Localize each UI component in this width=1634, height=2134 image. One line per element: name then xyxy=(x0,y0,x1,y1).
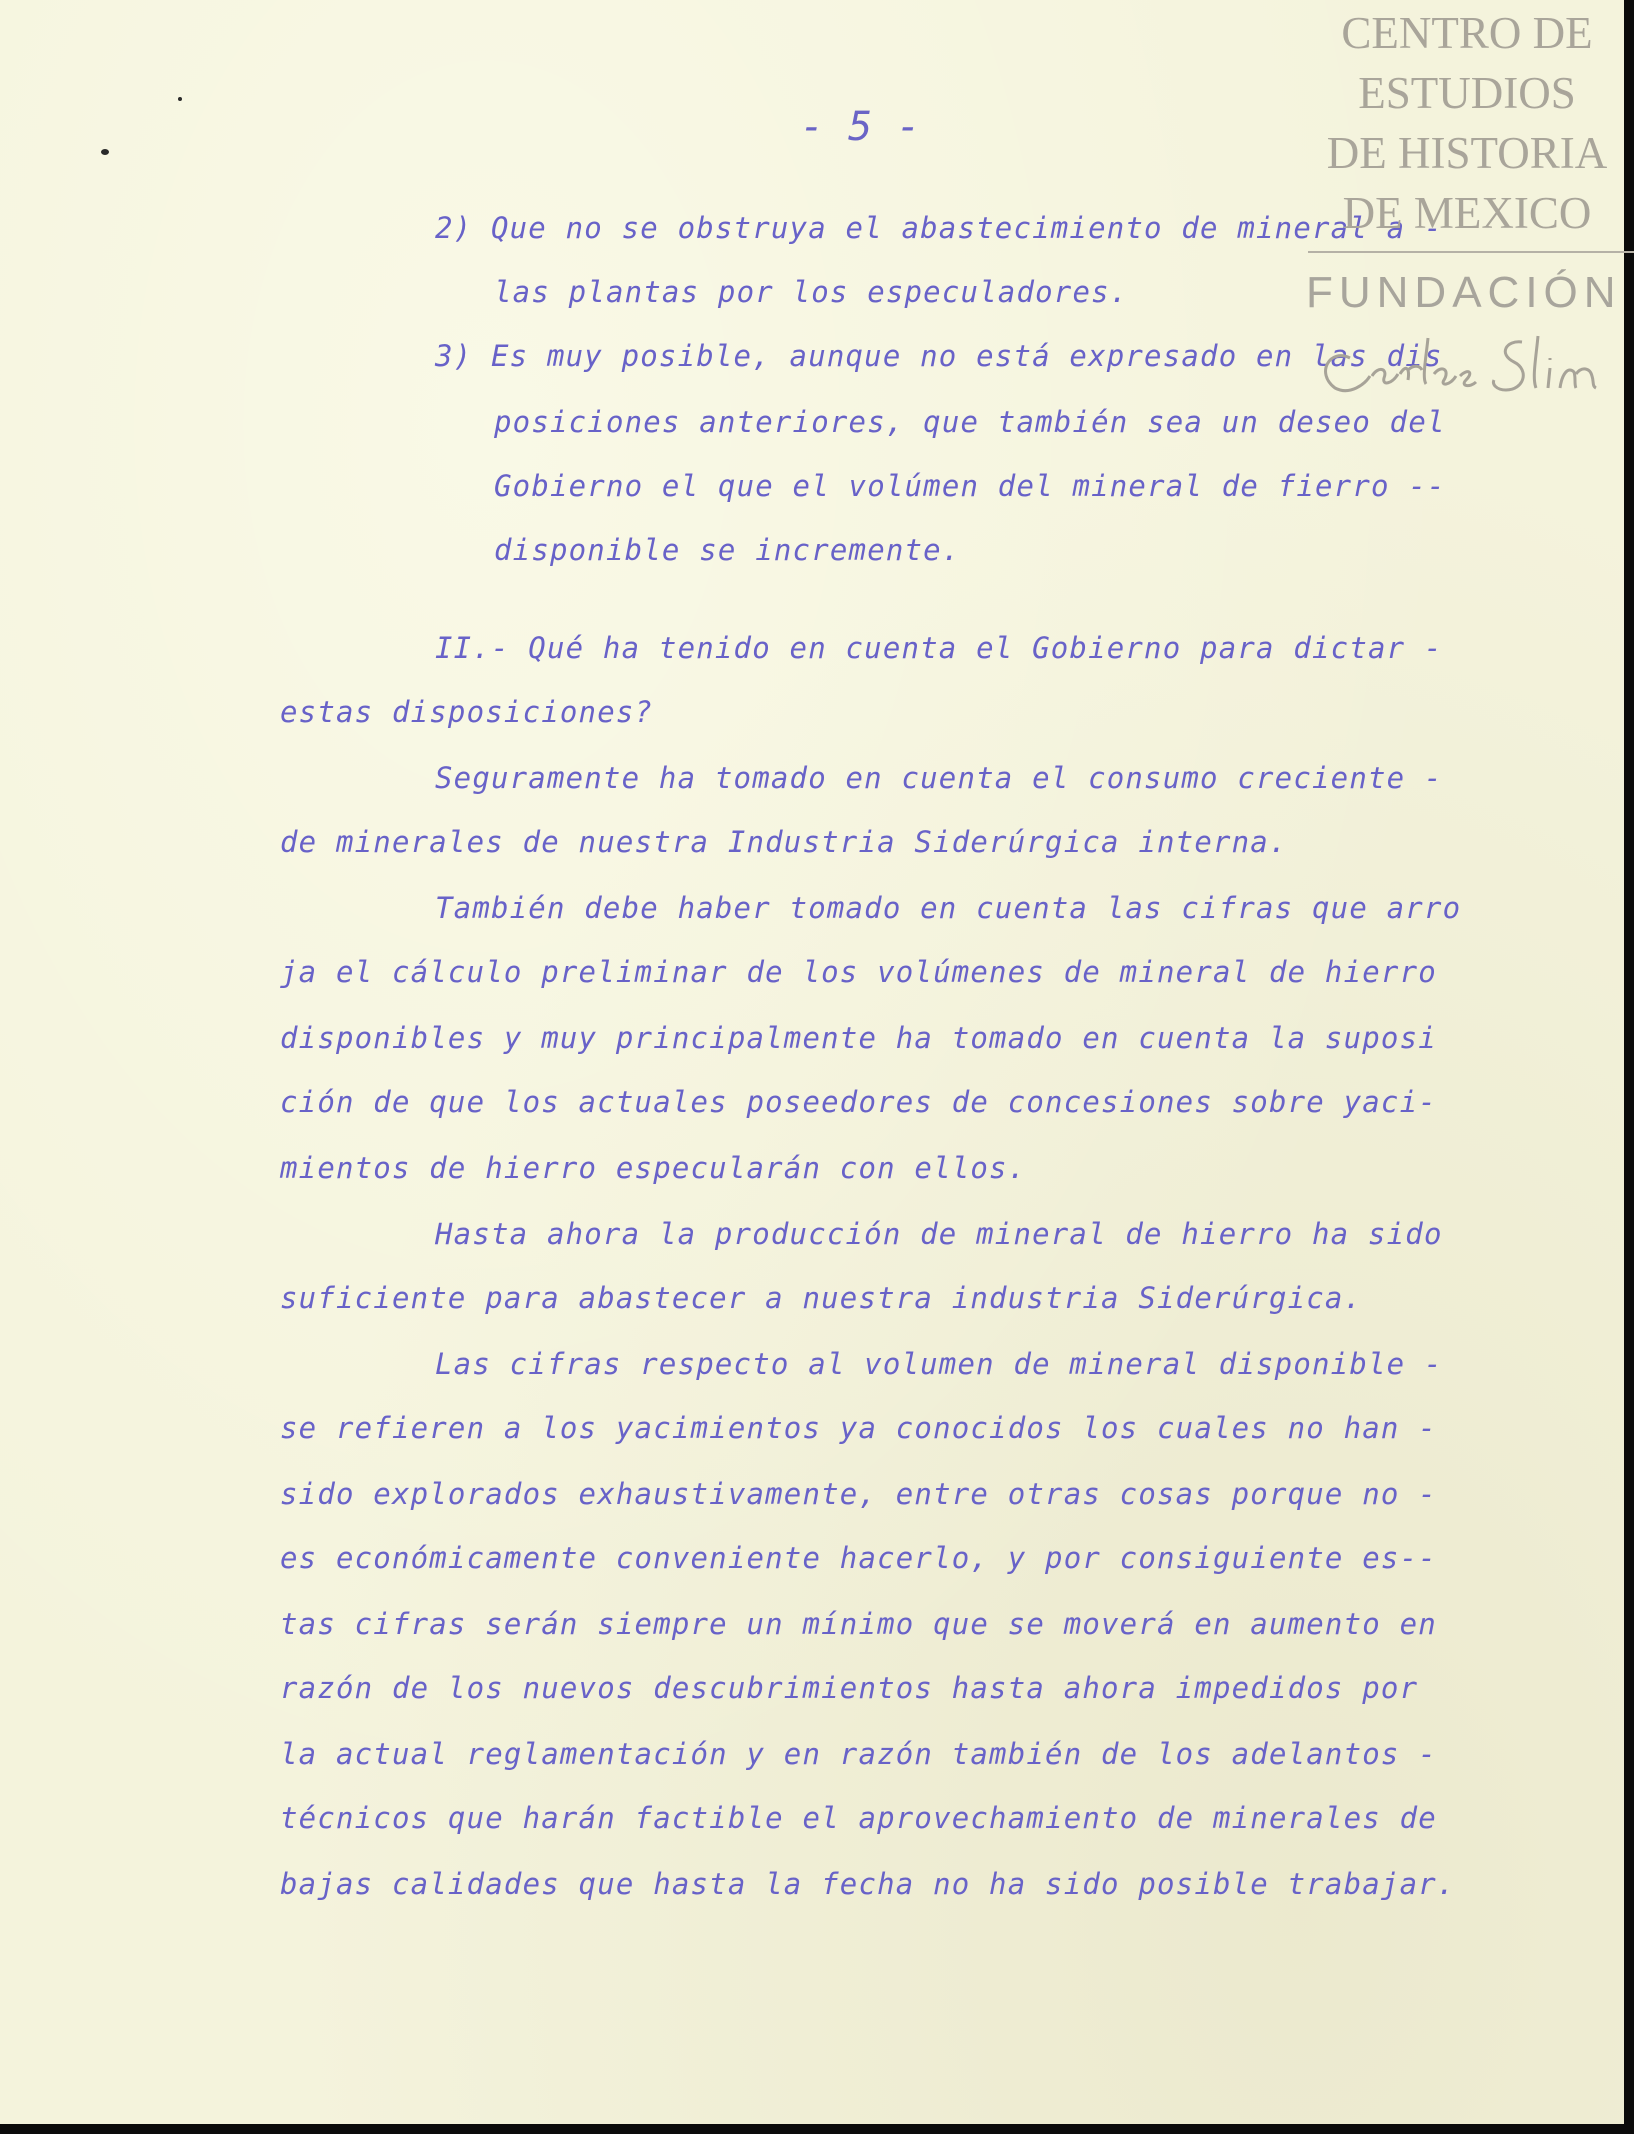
page-number: - 5 - xyxy=(800,104,921,150)
watermark-fundacion: FUNDACIÓN xyxy=(1306,268,1622,317)
text-line: tas cifras serán siempre un mínimo que se moverá en aumento en xyxy=(280,1607,1437,1641)
watermark-line: DE HISTORIA xyxy=(1326,128,1608,178)
text-line: También debe haber tomado en cuenta las cifras que arro xyxy=(435,891,1462,925)
text-line: técnicos que harán factible el aprovechamiento de minerales de xyxy=(280,1801,1437,1835)
text-line: Gobierno el que el volúmen del mineral de fierro -- xyxy=(494,469,1446,503)
watermark-line: ESTUDIOS xyxy=(1358,68,1576,118)
text-line: Hasta ahora la producción de mineral de hierro ha sido xyxy=(435,1217,1443,1251)
text-line: disponibles y muy principalmente ha tomado en cuenta la suposi xyxy=(280,1021,1437,1055)
archive-watermark xyxy=(1300,0,1634,400)
text-line: 2) Que no se obstruya el abastecimiento de mineral a - xyxy=(435,211,1443,245)
text-line: sido explorados exhaustivamente, entre otras cosas porque no - xyxy=(280,1477,1437,1511)
text-line: suficiente para abastecer a nuestra industria Siderúrgica. xyxy=(280,1281,1363,1315)
text-line: II.- Qué ha tenido en cuenta el Gobierno para dictar - xyxy=(435,631,1443,665)
text-line: la actual reglamentación y en razón también de los adelantos - xyxy=(280,1737,1437,1771)
text-line: Las cifras respecto al volumen de mineral disponible - xyxy=(435,1347,1443,1381)
signature-logo-icon xyxy=(1310,318,1630,408)
text-line: 3) Es muy posible, aunque no está expresado en las dis xyxy=(435,339,1443,373)
text-line: razón de los nuevos descubrimientos hasta ahora impedidos por xyxy=(280,1671,1419,1705)
text-line: mientos de hierro especularán con ellos. xyxy=(280,1151,1027,1185)
ink-speck xyxy=(101,149,109,155)
text-line: es económicamente conveniente hacerlo, y por consiguiente es-- xyxy=(280,1541,1437,1575)
watermark-line: DE MEXICO xyxy=(1342,188,1592,238)
text-line: estas disposiciones? xyxy=(280,695,654,729)
text-line: disponible se incremente. xyxy=(494,533,961,567)
ink-speck xyxy=(178,97,182,101)
text-line: ja el cálculo preliminar de los volúmenes de mineral de hierro xyxy=(280,955,1437,989)
text-line: Seguramente ha tomado en cuenta el consumo creciente - xyxy=(435,761,1443,795)
text-line: ción de que los actuales poseedores de concesiones sobre yaci- xyxy=(280,1085,1437,1119)
text-line: las plantas por los especuladores. xyxy=(494,275,1129,309)
watermark-divider xyxy=(1308,251,1634,253)
text-line: de minerales de nuestra Industria Siderúrgica interna. xyxy=(280,825,1288,859)
text-line: posiciones anteriores, que también sea un deseo del xyxy=(494,405,1446,439)
text-line: se refieren a los yacimientos ya conocidos los cuales no han - xyxy=(280,1411,1437,1445)
text-line: bajas calidades que hasta la fecha no ha sido posible trabajar. xyxy=(280,1867,1456,1901)
watermark-line: CENTRO DE xyxy=(1341,8,1593,58)
